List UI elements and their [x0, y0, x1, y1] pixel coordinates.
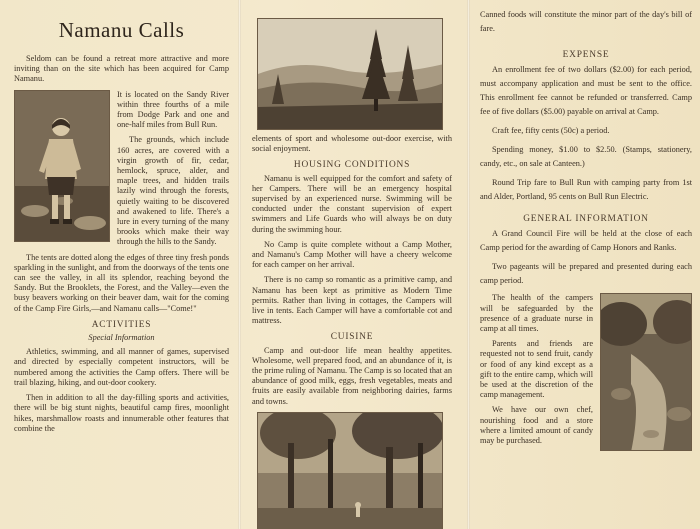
cuisine-paragraph: Camp and out-door life mean healthy appetites. Wholesome, well prepared food, and an abundance of it, is the prime ruling of Namanu. The Camp is so located that an abundance of good milk, eggs, fresh vegetables, meats and fruits are easily available from neighboring dairies, farms and towns.	[252, 345, 452, 406]
photo-river-rocks	[600, 293, 692, 451]
housing-paragraph-3: There is no camp so romantic as a primitive camp, and Namanu has been kept as primitive as Modern Time permits. Rather than living in cottages, the Campers will live in tents. Each Camper will have a comfortable cot and mattress.	[252, 275, 452, 326]
spending-paragraph: Spending money, $1.00 to $2.50. (Stamps, stationery, candy, etc., on sale at Canteen.)	[480, 145, 692, 169]
photo-forest-valley	[257, 18, 443, 130]
panel-right	[480, 0, 692, 529]
photo-camp-trees	[257, 412, 443, 529]
river-rocks-illustration	[601, 294, 692, 451]
continued-paragraph-2: Canned foods will constitute the minor part of the day's bill of fare.	[480, 10, 692, 33]
pageants-paragraph: Two pageants will be prepared and presented during each camp period.	[480, 262, 692, 286]
chef-paragraph: We have our own chef, nourishing food and a store where a limited amount of candy may be purchased.	[480, 405, 593, 446]
fold-line-right	[467, 0, 470, 529]
forest-valley-illustration	[258, 19, 443, 130]
activities-paragraph-2: Then in addition to all the day-filling sports and activities, there will be big stunt nights, beautiful camp fires, moonlight hikes, marshmallow roasts and innumerable other features that combine the	[14, 393, 229, 433]
page-title: Namanu Calls	[58, 18, 185, 42]
round-trip-paragraph: Round Trip fare to Bull Run with camping party from 1st and Alder, Portland, 95 cents on Bull Run Electric.	[480, 178, 692, 202]
camp-trees-illustration	[258, 413, 443, 529]
housing-paragraph-2: No Camp is quite complete without a Camp Mother, and Namanu's Camp Mother will have a cheery welcome for each camper on her arrival.	[252, 239, 452, 270]
activities-heading: ACTIVITIES	[91, 319, 152, 330]
housing-heading: HOUSING CONDITIONS	[293, 160, 411, 171]
fold-line-left	[238, 0, 241, 529]
activities-paragraph: Athletics, swimming, and all manner of games, supervised and directed by especially competent instructors, will be numbered among the activities the Camp offers. There will be trail blazing, hiking, and out-door cookery.	[14, 347, 229, 387]
cuisine-heading: CUISINE	[330, 332, 374, 343]
panel-middle	[252, 0, 452, 529]
general-info-paragraph: A Grand Council Fire will be held at the close of each Camp period for the awarding of Camp Honors and Ranks.	[480, 229, 692, 253]
housing-paragraph: Namanu is well equipped for the comfort and safety of her Campers. There will be an emergency hospital supervised by an experienced nurse. Swimming will be conducted under the constant supervision of expert swimmers and Life Guards who will always be on duty during the swimming hour.	[252, 173, 452, 234]
activities-subheading: Special Information	[88, 333, 155, 343]
parents-paragraph: Parents and friends are requested not to send fruit, candy or food of any kind except as a gift to the entire camp, which will be used at the discretion of the camp management.	[480, 339, 593, 400]
photo-woman-hiking	[14, 90, 110, 242]
intro-paragraph: Seldom can be found a retreat more attractive and more inviting than on the site which has been acquired for Camp Namanu.	[14, 54, 229, 84]
tents-paragraph: The tents are dotted along the edges of three tiny fresh ponds sparkling in the sunlight, and from the doorways of the tents one can see the valley, in all its splendor, reaching beyond the Sandy. But the Brooklets, the Forest, and the Valley—even the busy beavers working on their beaver dam, wait for the coming of the Camp Fire Girls,—and Namanu calls—"Come!"	[14, 252, 229, 313]
general-info-heading: GENERAL INFORMATION	[523, 214, 649, 225]
woman-hiker-illustration	[15, 91, 110, 242]
health-paragraph: The health of the campers will be safeguarded by the presence of a graduate nurse in camp at all times.	[480, 293, 593, 334]
location-paragraph: It is located on the Sandy River within three fourths of a mile from Dodge Park and one and one-half miles from Bull Run.	[117, 89, 229, 130]
craft-fee-paragraph: Craft fee, fifty cents (50c) a period.	[492, 126, 610, 136]
grounds-paragraph: The grounds, which include 160 acres, are covered with a virgin growth of fir, cedar, hemlock, spruce, alder, and maple trees, and hidden trails lazily wind through the forests, quietly waiting to be discovered and awakened to life. There's a lure in every turning of the many brooks which make their way through the hills to the Sandy.	[117, 135, 229, 247]
expense-paragraph: An enrollment fee of two dollars ($2.00) for each period, must accompany application and must be sent to the office. This enrollment fee cannot be refunded or transferred. Camp fee of five dollars ($5.00) payable on arrival at Camp.	[480, 65, 692, 117]
continued-paragraph: elements of sport and wholesome out-door exercise, with social enjoyment.	[252, 134, 452, 154]
expense-heading: EXPENSE	[562, 50, 610, 60]
panel-left	[14, 0, 229, 529]
